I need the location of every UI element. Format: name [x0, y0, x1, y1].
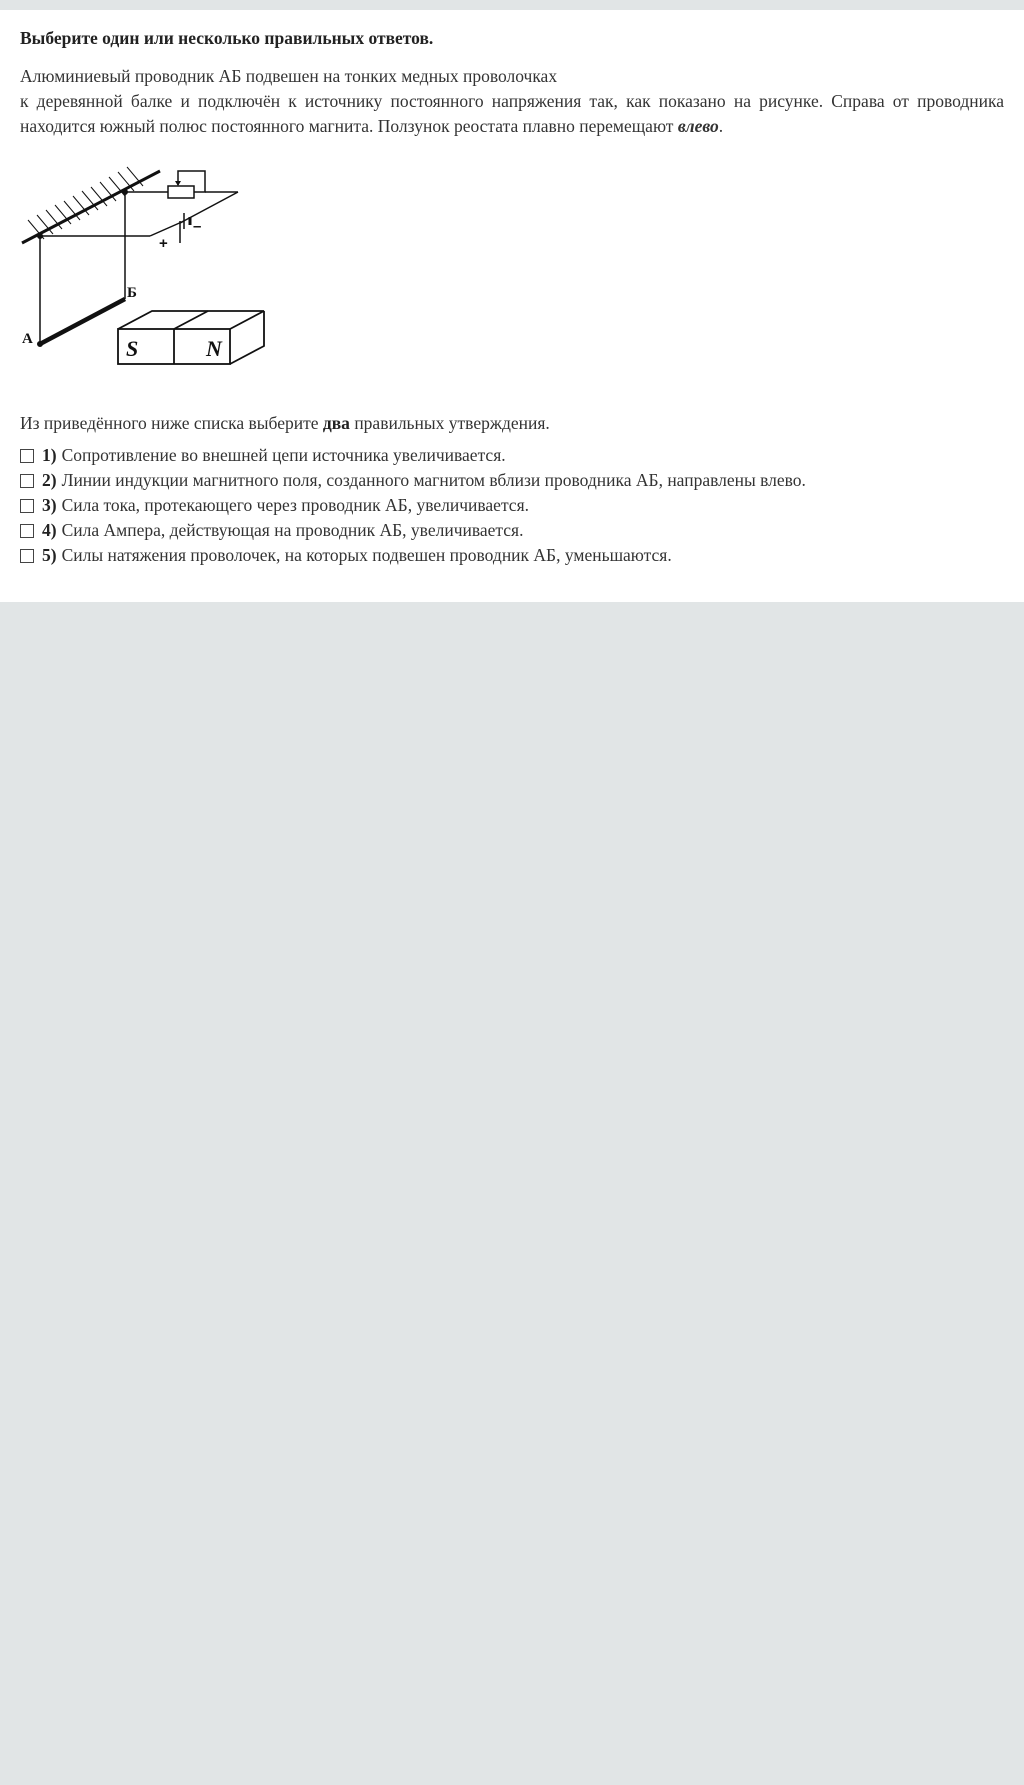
option-5-checkbox[interactable] [20, 549, 34, 563]
option-4[interactable] [20, 518, 1004, 543]
option-2-text: Линии индукции магнитного поля, созданного магнитом вблизи проводника АБ, направлены влево. [61, 470, 806, 490]
problem-body: к деревянной балке и подключён к источнику постоянного напряжения так, как показано на рисунке. Справа от проводника находится южный полюс постоянного магнита. Ползунок реостата плавно перемещают [20, 91, 1004, 136]
label-minus: – [193, 218, 202, 235]
circuit-figure [20, 157, 300, 397]
top-strip [0, 0, 1024, 10]
option-5-number: 5) [42, 545, 57, 565]
conductor-ab [40, 299, 125, 344]
option-2[interactable] [20, 468, 1004, 493]
answer-options [20, 443, 1004, 568]
label-a: А [22, 331, 33, 347]
option-3-text: Сила тока, протекающего через проводник АБ, увеличивается. [61, 495, 530, 515]
option-3-number: 3) [42, 495, 57, 515]
problem-text [20, 64, 1004, 139]
option-5-text: Силы натяжения проволочек, на которых подвешен проводник АБ, уменьшаются. [61, 545, 672, 565]
circuit-diagram [20, 157, 300, 397]
rheostat [168, 186, 194, 198]
option-4-number: 4) [42, 520, 57, 540]
label-n: N [206, 336, 222, 361]
option-3[interactable] [20, 493, 1004, 518]
option-2-checkbox[interactable] [20, 474, 34, 488]
option-1-checkbox[interactable] [20, 449, 34, 463]
label-s: S [126, 336, 139, 361]
prompt-text [20, 411, 1004, 435]
problem-end: . [718, 116, 724, 136]
magnet [118, 311, 264, 364]
option-4-checkbox[interactable] [20, 524, 34, 538]
option-4-text: Сила Ампера, действующая на проводник АБ, увеличивается. [61, 520, 524, 540]
option-1[interactable] [20, 443, 1004, 468]
instruction-text: Выберите один или несколько правильных ответов. [20, 28, 434, 48]
prompt-before: Из приведённого ниже списка выберите [20, 413, 323, 433]
prompt-bold: два [322, 413, 350, 433]
problem-emphasis: влево [677, 116, 719, 136]
option-2-number: 2) [42, 470, 57, 490]
prompt-after: правильных утверждения. [349, 413, 550, 433]
label-b: Б [127, 285, 137, 301]
option-1-number: 1) [42, 445, 57, 465]
option-5[interactable] [20, 543, 1004, 568]
option-1-text: Сопротивление во внешней цепи источника увеличивается. [61, 445, 506, 465]
label-plus: + [159, 235, 168, 252]
question-card [0, 10, 1024, 602]
option-3-checkbox[interactable] [20, 499, 34, 513]
problem-line-1: Алюминиевый проводник АБ подвешен на тонких медных проволочках [20, 66, 558, 86]
